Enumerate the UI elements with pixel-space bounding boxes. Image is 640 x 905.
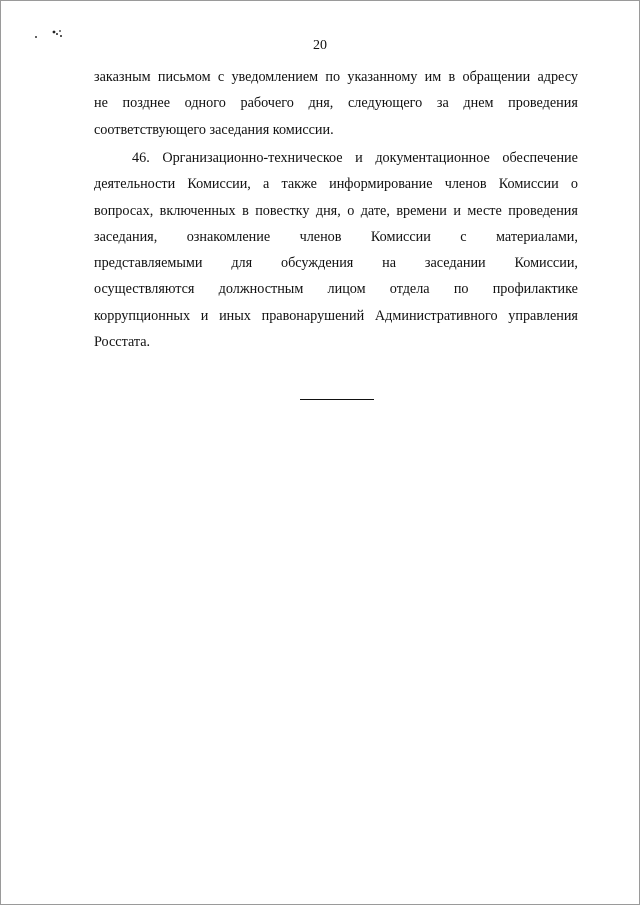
word: отдела bbox=[389, 281, 430, 298]
word: заказным bbox=[94, 69, 151, 85]
word: обращении bbox=[462, 69, 531, 85]
word: в bbox=[242, 202, 249, 219]
word: ознакомление bbox=[186, 228, 271, 245]
word: 46. bbox=[132, 150, 150, 166]
word: дате, bbox=[360, 202, 390, 219]
word: Комиссии, bbox=[187, 176, 251, 193]
word: профилактике bbox=[492, 281, 578, 298]
word: членов bbox=[299, 228, 342, 245]
word: по bbox=[453, 281, 469, 298]
word: днем bbox=[463, 95, 494, 112]
word: времени bbox=[396, 202, 447, 219]
word: управления bbox=[508, 307, 578, 324]
text-line bbox=[94, 329, 578, 355]
word: позднее bbox=[122, 95, 170, 112]
word: уведомлением bbox=[231, 69, 319, 85]
word: для bbox=[231, 255, 253, 272]
word: следующего bbox=[348, 95, 423, 112]
word: заседания, bbox=[94, 228, 158, 245]
word: обсуждения bbox=[280, 255, 354, 272]
word: правонарушений bbox=[261, 307, 365, 324]
word: указанному bbox=[347, 69, 418, 85]
text-line bbox=[94, 276, 578, 302]
word: рабочего bbox=[240, 95, 294, 112]
word: проведения bbox=[508, 95, 578, 112]
text-line bbox=[94, 90, 578, 116]
word: по bbox=[325, 69, 341, 85]
end-of-text-rule bbox=[300, 399, 374, 400]
word: лицом bbox=[327, 281, 366, 298]
word: на bbox=[382, 255, 397, 272]
word: включенных bbox=[159, 202, 236, 219]
word: Административного bbox=[374, 307, 498, 324]
text-line bbox=[94, 250, 578, 276]
word: представляемыми bbox=[94, 255, 203, 272]
word: материалами, bbox=[496, 228, 578, 245]
word: им bbox=[424, 69, 442, 85]
word: также bbox=[281, 176, 317, 193]
word: Комиссии bbox=[370, 228, 431, 245]
page-number: 20 bbox=[313, 38, 327, 53]
word: коррупционных bbox=[94, 307, 191, 324]
word: деятельности bbox=[94, 176, 176, 193]
text-line bbox=[94, 145, 578, 171]
text-line bbox=[94, 117, 578, 143]
word: проведения bbox=[508, 202, 578, 219]
paragraph-continuation bbox=[94, 64, 578, 143]
word: Комиссии bbox=[498, 176, 559, 193]
word: вопросах, bbox=[94, 202, 154, 219]
text-line bbox=[94, 303, 578, 329]
word: и bbox=[355, 150, 363, 166]
word: Организационно-техническое bbox=[162, 150, 343, 166]
word: письмом bbox=[157, 69, 211, 85]
word: информирование bbox=[329, 176, 433, 193]
word: адресу bbox=[537, 69, 578, 85]
word: месте bbox=[467, 202, 502, 219]
text-line bbox=[94, 224, 578, 250]
word: а bbox=[263, 176, 270, 193]
word: повестку bbox=[255, 202, 310, 219]
word: членов bbox=[444, 176, 487, 193]
text-line bbox=[94, 198, 578, 224]
text-line bbox=[94, 171, 578, 197]
word: дня, bbox=[308, 95, 334, 112]
word: иных bbox=[219, 307, 251, 324]
word: осуществляются bbox=[94, 281, 195, 298]
word: с bbox=[217, 69, 225, 85]
word: заседании bbox=[424, 255, 486, 272]
word: за bbox=[436, 95, 449, 112]
word: с bbox=[460, 228, 467, 245]
word: соответствующего заседания комиссии. bbox=[94, 121, 334, 138]
word: дня, bbox=[315, 202, 341, 219]
word: одного bbox=[184, 95, 226, 112]
word: о bbox=[570, 176, 578, 193]
paragraph-46 bbox=[94, 145, 578, 355]
word: и bbox=[200, 307, 209, 324]
word: и bbox=[453, 202, 461, 219]
word: обеспечение bbox=[502, 150, 578, 166]
word: Комиссии, bbox=[514, 255, 578, 272]
word: о bbox=[347, 202, 355, 219]
text-line bbox=[94, 64, 578, 90]
word: документационное bbox=[375, 150, 490, 166]
word: Росстата. bbox=[94, 334, 151, 351]
word: в bbox=[448, 69, 456, 85]
word: должностным bbox=[218, 281, 304, 298]
word: не bbox=[94, 95, 108, 112]
